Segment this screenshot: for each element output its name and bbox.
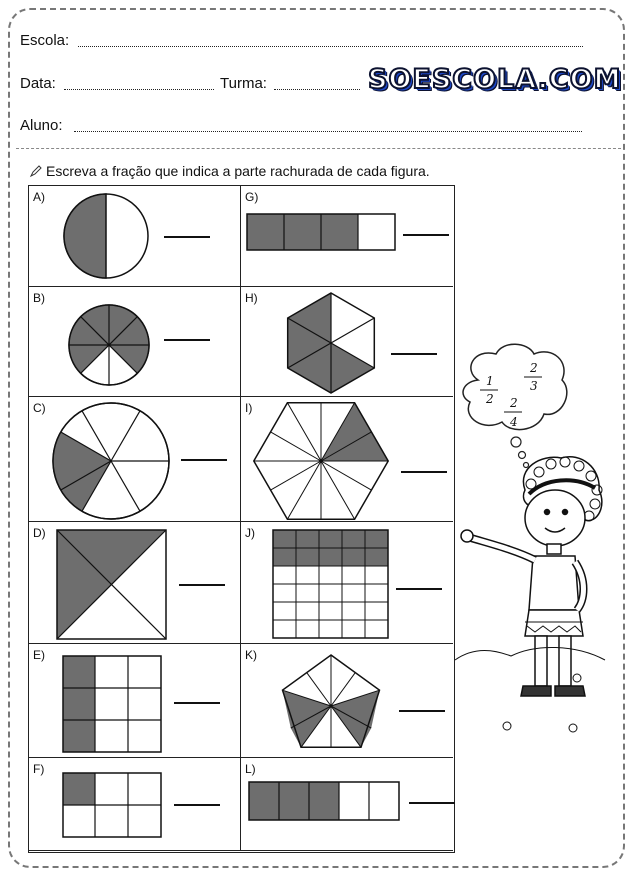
exercise-a [29, 186, 241, 287]
exercise-label: D) [33, 526, 46, 540]
class-field[interactable] [274, 89, 360, 90]
answer-line[interactable] [391, 353, 437, 355]
exercise-f [29, 758, 241, 851]
date-label: Data: [20, 75, 56, 92]
bubble-denominator: 2 [486, 392, 494, 406]
cartoon-child-illustration [455, 450, 615, 740]
thirty-square-grid-figure [241, 522, 453, 644]
bubble-denominator: 4 [510, 415, 518, 429]
answer-line[interactable] [164, 339, 210, 341]
exercise-e [29, 644, 241, 758]
eighths-circle-figure [29, 287, 241, 397]
school-label: Escola: [20, 32, 70, 49]
nine-square-grid-figure [29, 644, 241, 758]
square-diagonals-figure [29, 522, 241, 644]
answer-line[interactable] [403, 234, 449, 236]
exercise-l [241, 758, 453, 851]
student-label: Aluno: [20, 117, 63, 134]
exercise-grid [28, 185, 455, 853]
exercise-label: B) [33, 291, 45, 305]
student-field[interactable] [74, 131, 582, 132]
school-field[interactable] [78, 46, 583, 47]
answer-line[interactable] [409, 802, 455, 804]
answer-line[interactable] [396, 588, 442, 590]
pencil-icon [30, 165, 42, 177]
exercise-label: L) [245, 762, 256, 776]
pentagon-tenths-figure [241, 644, 453, 758]
exercise-k [241, 644, 453, 758]
instruction-text: Escreva a fração que indica a parte rachurada de cada figura. [46, 163, 430, 179]
exercise-label: H) [245, 291, 258, 305]
answer-line[interactable] [179, 584, 225, 586]
bubble-numerator: 1 [486, 374, 494, 388]
exercise-label: K) [245, 648, 257, 662]
exercise-label: I) [245, 401, 253, 415]
answer-line[interactable] [399, 710, 445, 712]
exercise-h [241, 287, 453, 397]
bubble-numerator: 2 [530, 361, 538, 375]
class-label: Turma: [220, 75, 267, 92]
exercise-label: A) [33, 190, 45, 204]
exercise-label: J) [245, 526, 255, 540]
exercise-c [29, 397, 241, 522]
answer-line[interactable] [401, 471, 447, 473]
date-field[interactable] [64, 89, 214, 90]
answer-line[interactable] [181, 459, 227, 461]
bubble-numerator: 2 [510, 396, 518, 410]
exercise-label: F) [33, 762, 45, 776]
four-part-bar-figure [241, 186, 453, 287]
exercise-g [241, 186, 453, 287]
answer-line[interactable] [174, 702, 220, 704]
hexagon-sixths-figure [241, 287, 453, 397]
answer-line[interactable] [174, 804, 220, 806]
bubble-denominator: 3 [530, 379, 538, 393]
hexagon-twelfths-figure [241, 397, 453, 522]
exercise-j [241, 522, 453, 644]
header-divider [16, 148, 621, 149]
exercise-i [241, 397, 453, 522]
exercise-label: E) [33, 648, 45, 662]
exercise-d [29, 522, 241, 644]
answer-line[interactable] [164, 236, 210, 238]
exercise-label: C) [33, 401, 46, 415]
exercise-label: G) [245, 190, 259, 204]
site-logo: SOESCOLA.COM [368, 64, 622, 95]
five-part-bar-figure [241, 758, 453, 851]
exercise-b [29, 287, 241, 397]
